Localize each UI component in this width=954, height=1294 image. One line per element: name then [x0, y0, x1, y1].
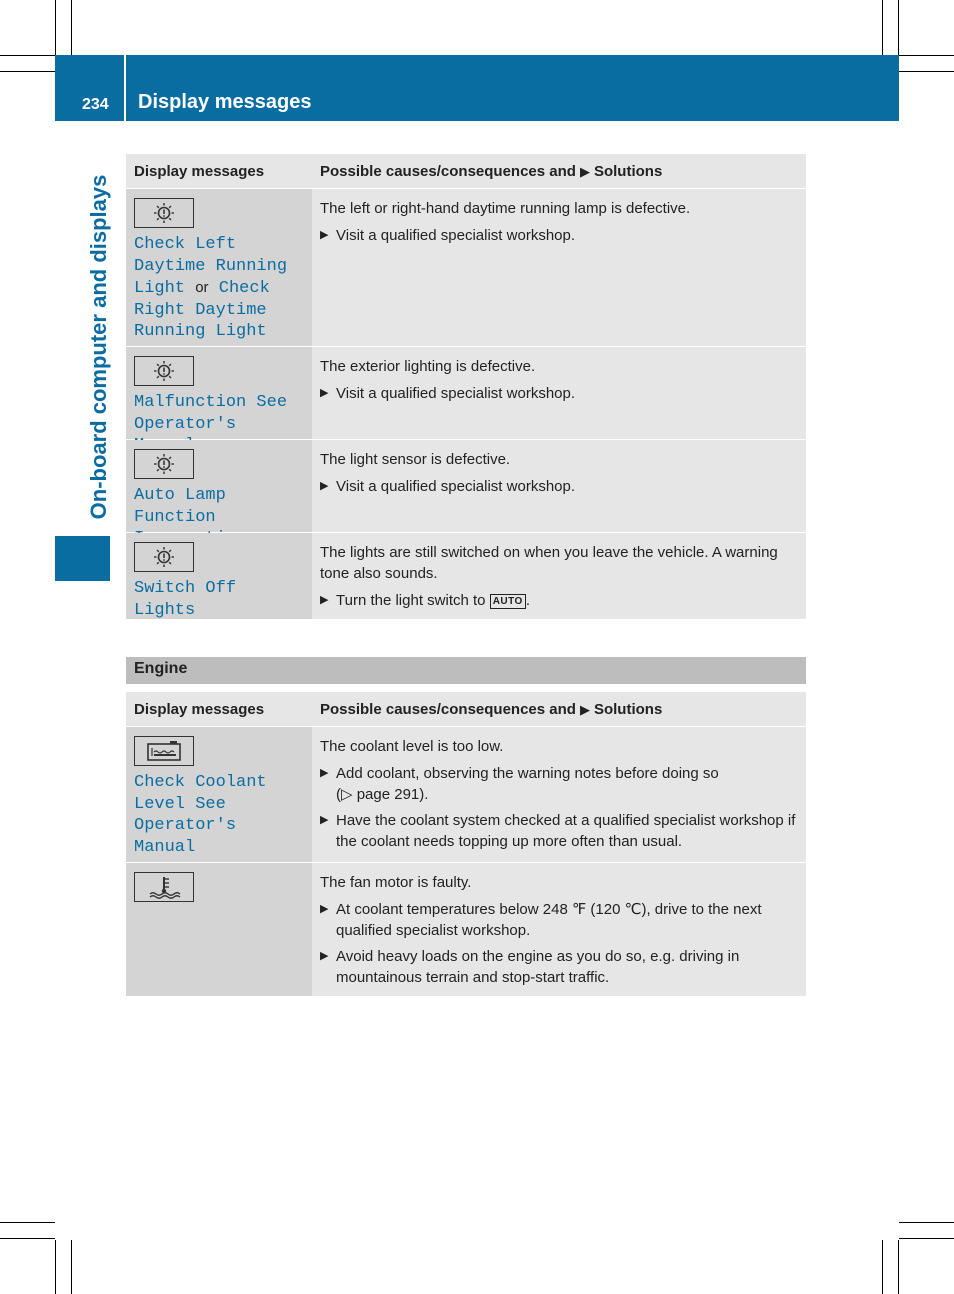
page-title: Display messages — [138, 91, 312, 113]
causes-cell — [312, 440, 806, 532]
solution-step-text: Visit a qualified specialist workshop. — [336, 227, 576, 244]
table-row — [126, 863, 806, 996]
crop-mark — [882, 1240, 883, 1294]
solution-step — [320, 763, 798, 805]
crop-mark — [0, 71, 55, 72]
lamp-warning-icon — [134, 542, 194, 572]
solution-step-text: At coolant temperatures below 248 ℉ (120 ℃), drive to the next qualified specialist workshop. — [336, 901, 762, 939]
display-message-text: Auto Lamp Function — [134, 486, 226, 527]
step-arrow-icon: ▶ — [320, 387, 329, 399]
step-arrow-icon: ▶ — [320, 903, 329, 915]
crop-mark — [0, 55, 55, 56]
lamp-warning-icon — [134, 198, 194, 228]
auto-switch-icon: AUTO — [490, 594, 526, 609]
table-row — [126, 533, 806, 619]
solution-arrow-icon: ▶ — [579, 702, 590, 717]
display-messages-table-lighting — [126, 154, 806, 619]
cause-text: The left or right-hand daytime running lamp is defective. — [320, 200, 691, 217]
cause-text: The light sensor is defective. — [320, 451, 511, 468]
solution-step — [320, 899, 798, 941]
column-header-display-messages: Display messages — [126, 692, 312, 726]
step-arrow-icon: ▶ — [320, 950, 329, 962]
message-left-drl: Check Left Daytime Running Light — [134, 235, 288, 298]
solution-step — [320, 810, 798, 852]
display-message-text — [134, 234, 304, 343]
solution-step-text — [336, 763, 798, 805]
causes-cell — [312, 533, 806, 619]
solution-arrow-icon: ▶ — [579, 164, 590, 179]
crop-mark — [71, 0, 72, 55]
table-row — [126, 440, 806, 533]
page-number: 234 — [82, 96, 109, 113]
cause-text: The exterior lighting is defective. — [320, 358, 536, 375]
display-message-cell — [126, 189, 312, 346]
step-arrow-icon: ▶ — [320, 229, 329, 241]
table-row — [126, 189, 806, 347]
step-arrow-icon: ▶ — [320, 814, 329, 826]
coolant-temperature-icon — [134, 872, 194, 902]
display-messages-table-engine — [126, 692, 806, 996]
crop-mark — [55, 1240, 56, 1294]
step-arrow-icon: ▶ — [320, 480, 329, 492]
column-header-solutions-text: Solutions — [593, 701, 663, 718]
solution-step-text: Have the coolant system checked at a qualified specialist workshop if the coolant needs topping up more often than usual. — [336, 812, 796, 850]
solution-step-text: Avoid heavy loads on the engine as you do so, e.g. driving in mountainous terrain and stop-start traffic. — [336, 948, 740, 986]
chapter-marker — [55, 536, 110, 581]
step-arrow-icon: ▶ — [320, 767, 329, 779]
display-message-text: Malfunction See Operator's — [134, 393, 288, 434]
header-divider — [124, 55, 126, 121]
cause-text: The coolant level is too low. — [320, 738, 504, 755]
cause-text: The lights are still switched on when you leave the vehicle. A warning tone also sounds. — [320, 544, 778, 582]
page-reference-link[interactable]: (▷ page 291). — [336, 786, 429, 803]
crop-mark — [0, 1222, 55, 1223]
step-text: Add coolant, observing the warning notes before doing so — [336, 765, 719, 782]
table-row — [126, 727, 806, 863]
crop-mark — [882, 0, 883, 55]
display-message-cell — [126, 533, 312, 619]
section-heading-engine: Engine — [126, 657, 806, 684]
display-message-cell — [126, 727, 312, 862]
solution-step — [320, 590, 798, 611]
solution-step — [320, 383, 798, 404]
causes-cell — [312, 727, 806, 862]
solution-step-text — [336, 590, 798, 611]
solution-step-text: Visit a qualified specialist workshop. — [336, 385, 576, 402]
solution-step — [320, 476, 798, 497]
column-header-causes — [312, 692, 806, 726]
solution-step — [320, 225, 798, 246]
step-text-prefix: Turn the light switch to — [336, 592, 486, 609]
column-header-solutions-text: Solutions — [593, 163, 663, 180]
table-header-row — [126, 692, 806, 727]
causes-cell — [312, 189, 806, 346]
crop-mark — [899, 1222, 954, 1223]
column-header-causes — [312, 154, 806, 188]
causes-cell — [312, 347, 806, 439]
solution-step-text: Visit a qualified specialist workshop. — [336, 478, 576, 495]
crop-mark — [71, 1240, 72, 1294]
step-text-suffix: . — [525, 592, 531, 609]
display-message-text: Check Coolant Level See Operator's Manual — [134, 773, 267, 857]
crop-mark — [899, 1238, 954, 1239]
coolant-reservoir-icon — [134, 736, 194, 766]
crop-mark — [55, 0, 56, 55]
display-message-cell — [126, 863, 312, 996]
step-arrow-icon: ▶ — [320, 594, 329, 606]
message-right-drl: Check Right Daytime Running Light — [134, 279, 270, 341]
column-header-causes-text: Possible causes/consequences and — [320, 163, 576, 180]
column-header-causes-text: Possible causes/consequences and — [320, 701, 576, 718]
causes-cell — [312, 863, 806, 996]
display-message-text: Switch Off Lights — [134, 579, 237, 620]
solution-step — [320, 946, 798, 988]
or-connector: or — [195, 279, 209, 296]
display-message-cell — [126, 347, 312, 439]
crop-mark — [899, 71, 954, 72]
table-header-row — [126, 154, 806, 189]
table-row — [126, 347, 806, 440]
lamp-warning-icon — [134, 356, 194, 386]
display-message-cell — [126, 440, 312, 532]
crop-mark — [899, 55, 954, 56]
column-header-display-messages: Display messages — [126, 154, 312, 188]
lamp-warning-icon — [134, 449, 194, 479]
chapter-side-label: On-board computer and displays — [86, 174, 111, 520]
crop-mark — [898, 1240, 899, 1294]
cause-text: The fan motor is faulty. — [320, 874, 472, 891]
crop-mark — [898, 0, 899, 55]
crop-mark — [0, 1238, 55, 1239]
